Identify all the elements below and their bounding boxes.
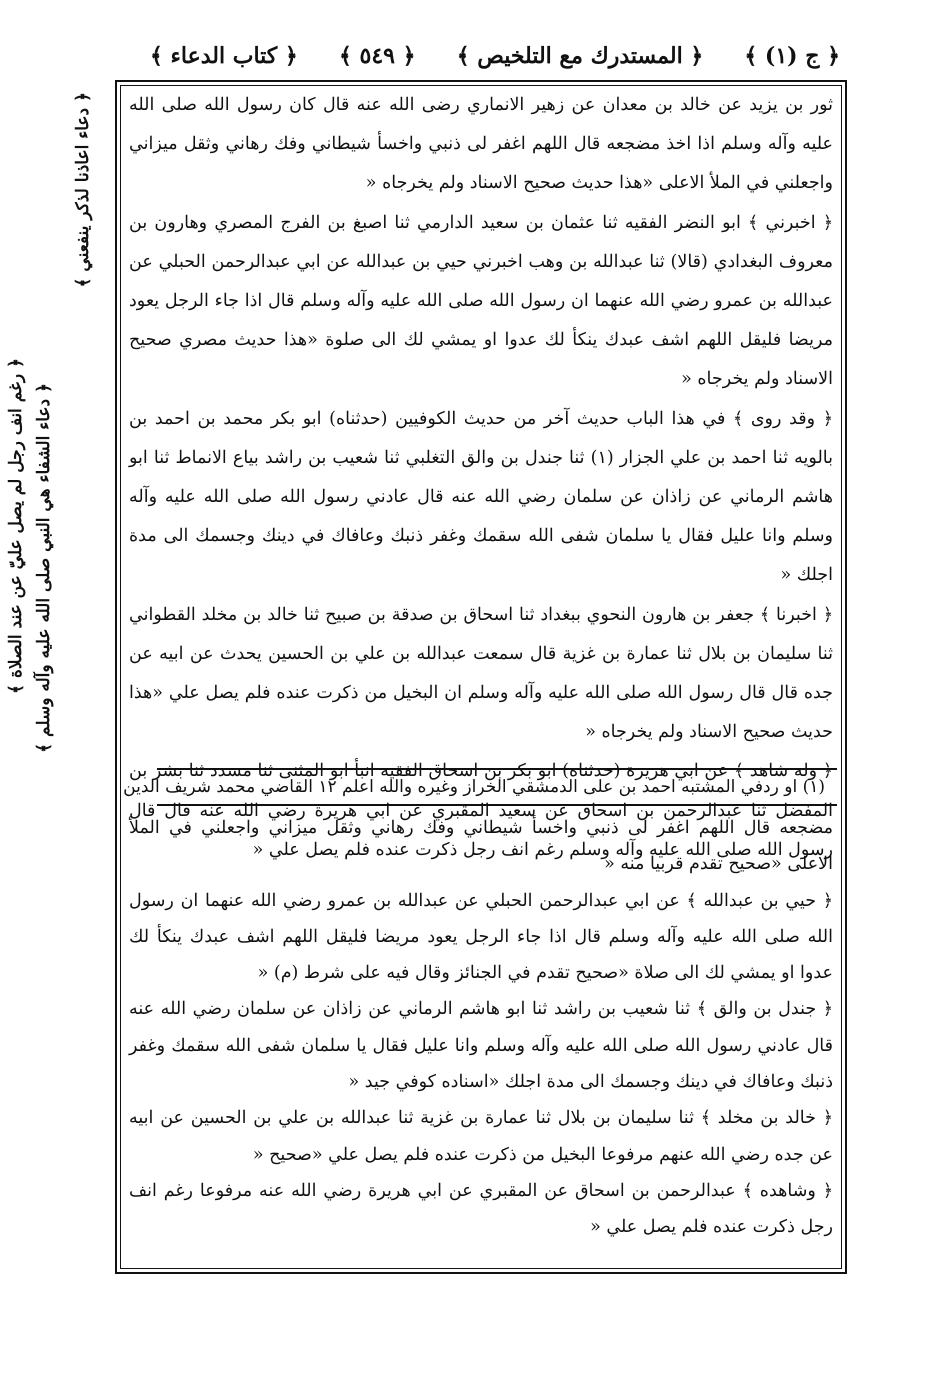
margin-note-1: ﴿ دعاء اعاذنا لذكر ينفعني ﴾: [73, 92, 93, 288]
main-paragraph-5: ﴿ وله شاهد ﴾ عن ابي هريرة (حدثناه) ابو بكر بن اسحاق الفقيه انبأ ابو المثنى ثنا مسدد ثنا بشر بن المفضل ثنا عبدالرحمن بن اسحاق عن سعيد المقبري عن ابي هريرة رضي الله عنه قال قال رسول الله صلى الله عليه وآله وسلم رغم انف رجل ذكرت عنده فلم يصل علي «: [129, 761, 833, 860]
header-volume: ﴿ ج (١) ﴾: [744, 43, 840, 69]
talkhis-paragraph-3: ﴿ جندل بن والق ﴾ ثنا شعيب بن راشد ثنا ابو هاشم الرماني عن زاذان عن سلمان رضي الله عنه قال عادني رسول الله صلى الله عليه وآله وسلم وانا عليل فقال يا سلمان شفى الله سقمك وغفر ذنبك وعافاك في دينك وجسمك الى مدة اجلك «اسناده كوفي جيد «: [129, 999, 833, 1093]
talkhis-paragraph-2: ﴿ حيي بن عبدالله ﴾ عن ابي عبدالرحمن الحبلي عن عبدالله بن عمرو رضي الله عنهما ان رسول الله صلى الله عليه وآله وسلم قال اذا جاء الرجل يعود مريضا فليقل اللهم اشف عبدك ينكأ لك عدوا او يمشي لك الى صلاة «صحيح تقدم في الجنائز وقال فيه على شرط (م) «: [129, 890, 833, 984]
header-section-title: ﴿ كتاب الدعاء ﴾: [150, 43, 298, 69]
main-paragraph-2: ﴿ اخبرني ﴾ ابو النضر الفقيه ثنا عثمان بن سعيد الدارمي ثنا اصبغ بن الفرج المصري وهارون بن معروف البغدادي (قالا) ثنا عبدالله بن وهب اخبرني حيي بن عبدالله عن ابي عبدالرحمن الحبلي عن عبدالله بن عمرو رضي الله عنهما ان رسول الله صلى الله عليه وآله وسلم قال اذا جاء الرجل يعود مريضا فليقل اللهم اشف عبدك ينكأ لك عدوا او يمشي لك الى صلوة «هذا حديث مصري صحيح الاسناد ولم يخرجاه «: [129, 212, 833, 390]
talkhis-paragraph-4: ﴿ خالد بن مخلد ﴾ ثنا سليمان بن بلال ثنا عمارة بن غزية ثنا عبدالله بن علي بن الحسين عن ابيه عن جده رضي الله عنهم مرفوعا البخيل من ذكرت عنده فلم يصل علي «صحيح «: [129, 1108, 833, 1165]
header-book-title: ﴿ المستدرك مع التلخيص ﴾: [456, 43, 704, 69]
main-paragraph-3: ﴿ وقد روى ﴾ في هذا الباب حديث آخر من حديث الكوفيين (حدثناه) ابو بكر محمد بن احمد بن بالويه ثنا احمد بن علي الجزار (١) ثنا جندل بن والق التغلبي ثنا شعيب بن راشد بياع الانماط ثنا ابو هاشم الرماني عن زاذان عن سلمان رضي الله عنه قال عادني رسول الله صلى الله عليه وآله وسلم وانا عليل فقال يا سلمان شفى الله سقمك وغفر ذنبك وعافاك في دينك وجسمك الى مدة اجلك «: [129, 408, 833, 586]
talkhis-paragraph-1: مضجعه قال اللهم اغفر لى ذنبي واخسأ شيطاني وفك رهاني وثقل ميزاني واجعلني في الملأ الاعلى «صحيح تقدم قربيا منه «: [129, 818, 833, 875]
footnote: (١) او ردفي المشتبه احمد بن على الدمشقي الخراز وغيره والله اعلم ١٢ القاضي محمد شريف الدين: [123, 777, 825, 797]
talkhis-text: [129, 810, 833, 1260]
main-paragraph-4: ﴿ اخبرنا ﴾ جعفر بن هارون النحوي ببغداد ثنا اسحاق بن صدقة بن صبيح ثنا خالد بن مخلد القطواني ثنا سليمان بن بلال ثنا عمارة بن غزية قال سمعت عبدالله بن علي بن الحسين يحدث عن ابيه عن جده قال قال رسول الله صلى الله عليه وآله وسلم ان البخيل من ذكرت عنده فلم يصل علي «هذا حديث صحيح الاسناد ولم يخرجاه «: [129, 604, 833, 743]
text-frame: [115, 80, 847, 1274]
footnote-divider-bottom: [157, 804, 837, 806]
main-paragraph-1: ثور بن يزيد عن خالد بن معدان عن زهير الانماري رضى الله عنه قال كان رسول الله صلى الله عليه وآله وسلم اذا اخذ مضجعه قال اللهم اغفر لى ذنبي واخسأ شيطاني وفك رهاني وثقل ميزاني واجعلني في الملأ الاعلى «هذا حديث صحيح الاسناد ولم يخرجاه «: [129, 95, 833, 194]
running-header: [150, 36, 840, 76]
margin-note-3: ﴿ رغم انف رجل لم يصل عليّ عن عند الصلاة ﴾: [6, 358, 26, 694]
header-page-number: ﴿ ٥٤٩ ﴾: [338, 43, 416, 69]
talkhis-paragraph-5: ﴿ وشاهده ﴾ عبدالرحمن بن اسحاق عن المقبري عن ابي هريرة رضي الله عنه مرفوعا رغم انف رجل ذكرت عنده فلم يصل علي «: [129, 1180, 833, 1238]
margin-note-2: ﴿ دعاء الشفاء هي النبي صلى الله عليه وآله وسلم ﴾: [34, 383, 54, 753]
footnote-divider-top: [157, 768, 837, 770]
